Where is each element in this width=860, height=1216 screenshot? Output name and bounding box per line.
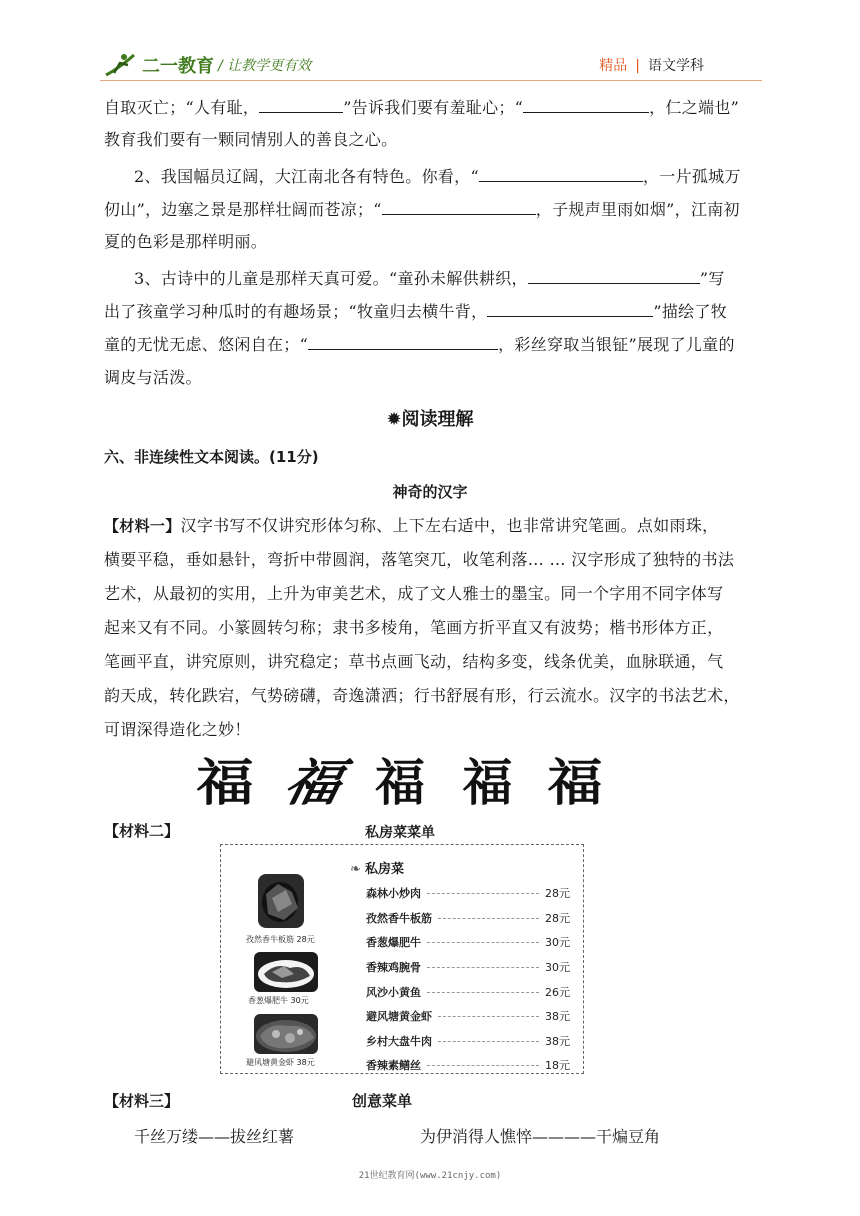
blank-5[interactable] [528, 268, 700, 284]
menu-caption: 私房菜菜单 [365, 825, 435, 841]
material3-label: 【材料三】 [104, 1092, 180, 1110]
menu-item: 乡村大盘牛肉 38元 [366, 1035, 570, 1048]
menu-item: 香葱爆肥牛 30元 [366, 936, 570, 949]
dish-photo [254, 952, 318, 992]
calligraphy-char-cursive: 福 [278, 753, 347, 812]
quality-badge: 精品 [599, 58, 628, 74]
menu-item: 香辣素鳝丝 18元 [366, 1059, 570, 1072]
menu-item: 森林小炒肉 28元 [366, 887, 570, 900]
article-title: 神奇的汉字 [392, 483, 468, 501]
blank-6[interactable] [487, 301, 653, 317]
header-right [599, 55, 704, 75]
creative-menu-item: 千丝万缕——拔丝红薯 [134, 1127, 295, 1146]
item3-line3: 童的无忧无虑、悠闲自在；“ ，彩丝穿取当银钲”展现了儿童的 [104, 335, 735, 354]
item2-line3: 夏的色彩是那样明丽。 [104, 232, 268, 251]
brand-logo [104, 50, 214, 80]
runner-icon [104, 51, 138, 79]
menu-item: 孜然香牛板筋 28元 [366, 912, 570, 925]
item1-line2: 教育我们要有一颗同情别人的善良之心。 [104, 130, 398, 149]
menu-item: 避风塘黄金虾 38元 [366, 1010, 570, 1023]
creative-menu-title: 创意菜单 [352, 1092, 413, 1110]
header-separator: | [635, 58, 640, 74]
blank-2[interactable] [523, 97, 649, 113]
calligraphy-char-clerical: 福 [547, 755, 603, 811]
menu-heading: ❧ 私房菜 [350, 858, 404, 877]
blank-1[interactable] [259, 97, 343, 113]
item2-line1: 2、我国幅员辽阔，大江南北各有特色。你看，“ ，一片孤城万 [134, 167, 741, 186]
material1-line6: 韵天成，转化跌宕，气势磅礴，奇逸潇洒；行书舒展有形，行云流水。汉字的书法艺术， [104, 686, 740, 705]
menu-item: 香辣鸡腕骨 30元 [366, 961, 570, 974]
page-footer: 21世纪教育网(www.21cnjy.com) [358, 1171, 502, 1181]
dish-photo [258, 874, 304, 928]
calligraphy-char-seal: 福 [196, 753, 254, 812]
item2-line2: 仞山”，边塞之景是那样壮阔而苍凉；“ ，子规声里雨如烟”，江南初 [104, 200, 740, 219]
logo-text: 二一教育 [142, 56, 214, 77]
blank-3[interactable] [479, 166, 643, 182]
section-title: ✹阅读理解 [386, 409, 474, 430]
material1-line5: 笔画平直，讲究原则，讲究稳定；草书点画飞动，结构多变，线条优美，血脉联通，气 [104, 652, 724, 671]
blank-4[interactable] [382, 199, 536, 215]
material1-line3: 艺术，从最初的实用，上升为审美艺术，成了文人雅士的墨宝。同一个字用不同字体写 [104, 584, 724, 603]
calligraphy-char-running: 福 [462, 754, 513, 812]
question-6-title: 六、非连续性文本阅读。(11分) [104, 448, 319, 466]
subject-label: 语文学科 [648, 58, 704, 74]
item1-line1: 自取灭亡；“人有耻， ”告诉我们要有羞耻心；“ ，仁之端也” [104, 98, 740, 117]
slogan: / 让教学更有效 [218, 58, 312, 74]
dish-photo-caption: 孜然香牛板筋 28元 [246, 935, 315, 944]
dish-photo [254, 1014, 318, 1054]
material2-label: 【材料二】 [104, 822, 180, 840]
header-divider [100, 80, 762, 81]
material1-label: 【材料一】 [104, 517, 181, 535]
item3-line2: 出了孩童学习种瓜时的有趣场景；“牧童归去横牛背， ”描绘了牧 [104, 302, 728, 321]
blank-7[interactable] [308, 334, 498, 350]
material1-line2: 横要平稳，垂如悬针，弯折中带圆润，落笔突兀，收笔利落… … 汉字形成了独特的书法 [104, 550, 735, 569]
material1-line4: 起来又有不同。小篆圆转匀称；隶书多棱角，笔画方折平直又有波势；楷书形体方正， [104, 618, 724, 637]
dish-photo-caption: 香葱爆肥牛 30元 [248, 996, 309, 1005]
creative-menu-item: 为伊消得人憔悴————干煸豆角 [420, 1127, 661, 1146]
menu-item: 风沙小黄鱼 26元 [366, 986, 570, 999]
material1-line7: 可谓深得造化之妙！ [104, 720, 251, 739]
dish-photo-caption: 避风塘黄金虾 38元 [246, 1058, 315, 1067]
material1-line1: 【材料一】汉字书写不仅讲究形体匀称、上下左右适中，也非常讲究笔画。点如雨珠， [104, 516, 719, 535]
item3-line4: 调皮与活泼。 [104, 368, 202, 387]
calligraphy-char-regular: 福 [375, 755, 425, 811]
item3-line1: 3、古诗中的儿童是那样天真可爱。“童孙未解供耕织， ”写 [134, 269, 725, 288]
calligraphy-row [196, 752, 603, 814]
